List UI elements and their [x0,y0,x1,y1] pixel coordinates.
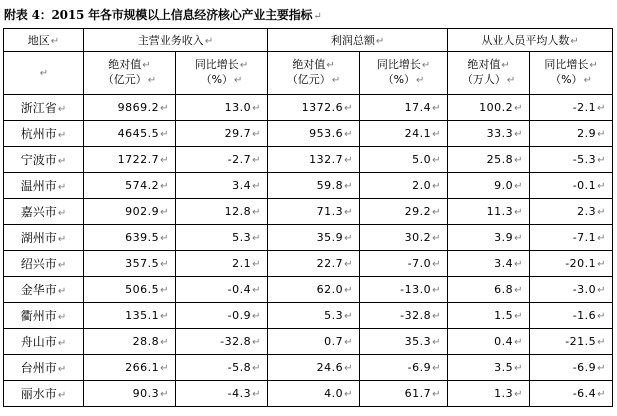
revenue-cell: 506.5↵ [84,277,176,303]
table-row [4,173,613,199]
table-row [4,251,613,277]
employees-cell: 1.3↵ [448,381,530,407]
profit-growth-cell: 17.4↵ [360,95,448,121]
profit-cell: 59.8↵ [268,173,360,199]
header-revenue-growth: 同比增长↵ （%）↵ [176,52,268,95]
region-cell: 温州市↵ [4,173,84,199]
employees-cell: 33.3↵ [448,121,530,147]
employees-cell: 11.3↵ [448,199,530,225]
header-profit: 利润总额↵ [268,29,448,52]
region-cell: 湖州市↵ [4,225,84,251]
profit-growth-cell: 29.2↵ [360,199,448,225]
table-row [4,277,613,303]
table-row [4,225,613,251]
table-row [4,199,613,225]
table-row [4,95,613,121]
table-row [4,381,613,407]
revenue-cell: 574.2↵ [84,173,176,199]
header-revenue-abs: 绝对值↵ （亿元）↵ [84,52,176,95]
profit-cell: 1372.6↵ [268,95,360,121]
revenue-cell: 9869.2↵ [84,95,176,121]
revenue-growth-cell: 3.4↵ [176,173,268,199]
profit-cell: 5.3↵ [268,303,360,329]
revenue-growth-cell: 12.8↵ [176,199,268,225]
table-row [4,121,613,147]
revenue-cell: 639.5↵ [84,225,176,251]
region-cell: 浙江省↵ [4,95,84,121]
header-region: 地区↵ [4,29,84,52]
revenue-growth-cell: -2.7↵ [176,147,268,173]
employees-cell: 0.4↵ [448,329,530,355]
region-cell: 绍兴市↵ [4,251,84,277]
employees-growth-cell: -20.1↵ [530,251,613,277]
table-title: 附表 4：2015 年各市规模以上信息经济核心产业主要指标↵ [4,8,322,22]
employees-cell: 1.5↵ [448,303,530,329]
profit-cell: 22.7↵ [268,251,360,277]
profit-cell: 35.9↵ [268,225,360,251]
profit-growth-cell: -32.8↵ [360,303,448,329]
profit-cell: 24.6↵ [268,355,360,381]
table-row [4,303,613,329]
employees-growth-cell: -2.1↵ [530,95,613,121]
revenue-growth-cell: 13.0↵ [176,95,268,121]
data-table [3,28,613,407]
employees-growth-cell: -1.6↵ [530,303,613,329]
revenue-growth-cell: -0.9↵ [176,303,268,329]
region-cell: 舟山市↵ [4,329,84,355]
profit-growth-cell: -7.0↵ [360,251,448,277]
employees-growth-cell: -6.9↵ [530,355,613,381]
profit-cell: 71.3↵ [268,199,360,225]
employees-cell: 9.0↵ [448,173,530,199]
region-cell: 台州市↵ [4,355,84,381]
employees-growth-cell: -6.4↵ [530,381,613,407]
profit-cell: 132.7↵ [268,147,360,173]
revenue-growth-cell: -5.8↵ [176,355,268,381]
header-profit-growth: 同比增长↵ （%）↵ [360,52,448,95]
profit-growth-cell: 30.2↵ [360,225,448,251]
table-row [4,355,613,381]
profit-growth-cell: 61.7↵ [360,381,448,407]
profit-growth-cell: 35.3↵ [360,329,448,355]
revenue-growth-cell: 29.7↵ [176,121,268,147]
revenue-growth-cell: 5.3↵ [176,225,268,251]
employees-cell: 100.2↵ [448,95,530,121]
revenue-cell: 4645.5↵ [84,121,176,147]
profit-growth-cell: -6.9↵ [360,355,448,381]
employees-growth-cell: -5.3↵ [530,147,613,173]
employees-growth-cell: 2.3↵ [530,199,613,225]
employees-growth-cell: -0.1↵ [530,173,613,199]
table-row [4,329,613,355]
revenue-cell: 90.3↵ [84,381,176,407]
profit-cell: 0.7↵ [268,329,360,355]
region-cell: 金华市↵ [4,277,84,303]
profit-growth-cell: 2.0↵ [360,173,448,199]
revenue-cell: 357.5↵ [84,251,176,277]
employees-growth-cell: -3.0↵ [530,277,613,303]
revenue-cell: 266.1↵ [84,355,176,381]
header-profit-abs: 绝对值↵ （亿元）↵ [268,52,360,95]
employees-cell: 3.9↵ [448,225,530,251]
header-employees-growth: 同比增长↵ （%）↵ [530,52,613,95]
employees-growth-cell: 2.9↵ [530,121,613,147]
table-row [4,147,613,173]
employees-cell: 3.5↵ [448,355,530,381]
header-region-blank: ↵ [4,52,84,95]
profit-growth-cell: 5.0↵ [360,147,448,173]
table-body [4,95,613,407]
paragraph-mark-icon: ↵ [313,11,322,22]
region-cell: 杭州市↵ [4,121,84,147]
employees-cell: 3.4↵ [448,251,530,277]
region-cell: 衢州市↵ [4,303,84,329]
region-cell: 宁波市↵ [4,147,84,173]
header-revenue: 主营业务收入↵ [84,29,268,52]
revenue-growth-cell: -0.4↵ [176,277,268,303]
revenue-cell: 902.9↵ [84,199,176,225]
revenue-cell: 135.1↵ [84,303,176,329]
employees-growth-cell: -7.1↵ [530,225,613,251]
employees-cell: 25.8↵ [448,147,530,173]
profit-cell: 953.6↵ [268,121,360,147]
employees-cell: 6.8↵ [448,277,530,303]
profit-cell: 62.0↵ [268,277,360,303]
region-cell: 嘉兴市↵ [4,199,84,225]
revenue-cell: 1722.7↵ [84,147,176,173]
profit-growth-cell: -13.0↵ [360,277,448,303]
revenue-cell: 28.8↵ [84,329,176,355]
employees-growth-cell: -21.5↵ [530,329,613,355]
header-row-groups [4,29,613,52]
region-cell: 丽水市↵ [4,381,84,407]
profit-growth-cell: 24.1↵ [360,121,448,147]
revenue-growth-cell: -4.3↵ [176,381,268,407]
revenue-growth-cell: 2.1↵ [176,251,268,277]
header-employees: 从业人员平均人数↵ [448,29,613,52]
profit-cell: 4.0↵ [268,381,360,407]
header-employees-abs: 绝对值↵ （万人）↵ [448,52,530,95]
revenue-growth-cell: -32.8↵ [176,329,268,355]
header-row-subcols [4,52,613,95]
